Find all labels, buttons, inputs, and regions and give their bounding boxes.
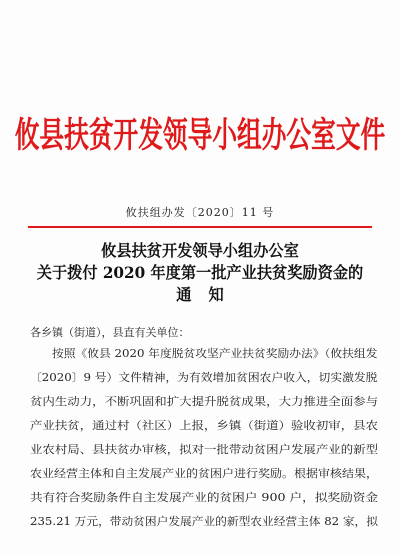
title-line-1: 攸县扶贫开发领导小组办公室 (101, 241, 299, 260)
body-line: 业农村局、县扶贫办审核，拟对一批带动贫困户发展产业的新型 (30, 443, 378, 456)
body-line: 产业扶贫，通过村（社区）上报，乡镇（街道）验收初审，县农 (30, 419, 378, 432)
body-line: 235.21 万元，带动贫困户发展产业的新型农业经营主体 82 家，拟 (30, 515, 378, 528)
body-line: 〔2020〕9 号）文件精神，为有效增加贫困农户收入，切实激发脱 (30, 371, 378, 384)
red-separator-line (28, 226, 372, 228)
body-line: 共有符合奖励条件自主发展产业的贫困户 900 户，拟奖励资金 (30, 491, 378, 504)
issuer-header: 攸县扶贫开发领导小组办公室文件 (14, 116, 386, 157)
title-line-2: 关于拨付 2020 年度第一批产业扶贫奖励资金的 (36, 263, 364, 282)
body-line: 贫内生动力，不断巩固和扩大提升脱贫成果，大力推进全面参与 (30, 395, 378, 408)
body-line: 农业经营主体和自主发展产业的贫困户进行奖励。根据审核结果， (30, 467, 378, 480)
salutation: 各乡镇（街道），县直有关单位： (30, 326, 190, 339)
title-line-3: 通知 (176, 285, 241, 304)
body-line: 按照《攸县 2020 年度脱贫攻坚产业扶贫奖励办法》（攸扶组发 (52, 347, 378, 360)
document-number: 攸扶组办发〔2020〕11 号 (125, 206, 275, 219)
